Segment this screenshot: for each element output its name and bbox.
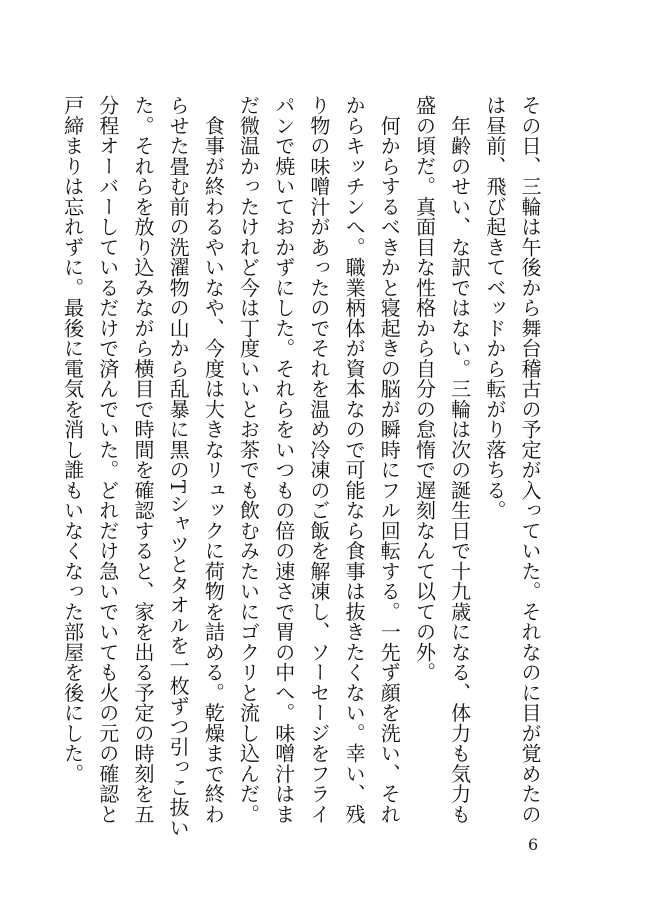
vertical-body-text bbox=[60, 95, 547, 840]
page-number: 6 bbox=[528, 835, 539, 854]
paragraph-2: 年齢のせい、な訳ではない。三輪は次の誕生日で十九歳になる、体力も気力も盛の頃だ。真面目な性格から自分の怠惰で遅刻なんて以ての外。 bbox=[412, 95, 472, 824]
paragraph-4: 食事が終わるやいなや、今度は大きなリュックに荷物を詰める。乾燥まで終わらせた畳む前の洗濯物の山から乱暴に黒のTシャツとタオルを一枚ずつ引っこ抜いた。それらを放り込みながら横目で時間を確認すると、家を出る予定の時刻を五分程オーバーしているだけで済んでいた。どれだけ急いでいても火の元の確認と戸締まりは忘れずに。最後に電気を消し誰もいなくなった部屋を後にした。 bbox=[60, 95, 226, 838]
paragraph-1: その日、三輪は午後から舞台稽古の予定が入っていた。それなのに目が覚めたのは昼前、飛び起きてベッドから転がり落ちる。 bbox=[482, 95, 542, 824]
paragraph-3: 何からするべきかと寝起きの脳が瞬時にフル回転する。一先ず顔を洗い、それからキッチンへ。職業柄体が資本なので可能なら食事は抜きたくない。幸い、残り物の味噌汁があったのでそれを温め冷凍のご飯を解凍し、ソーセージをフライパンで焼いておかずにした。それらをいつもの倍の速さで胃の中へ。味噌汁はまだ微温かったけれど今は丁度いいとお茶でも飲むみたいにゴクリと流し込んだ。 bbox=[236, 95, 402, 824]
